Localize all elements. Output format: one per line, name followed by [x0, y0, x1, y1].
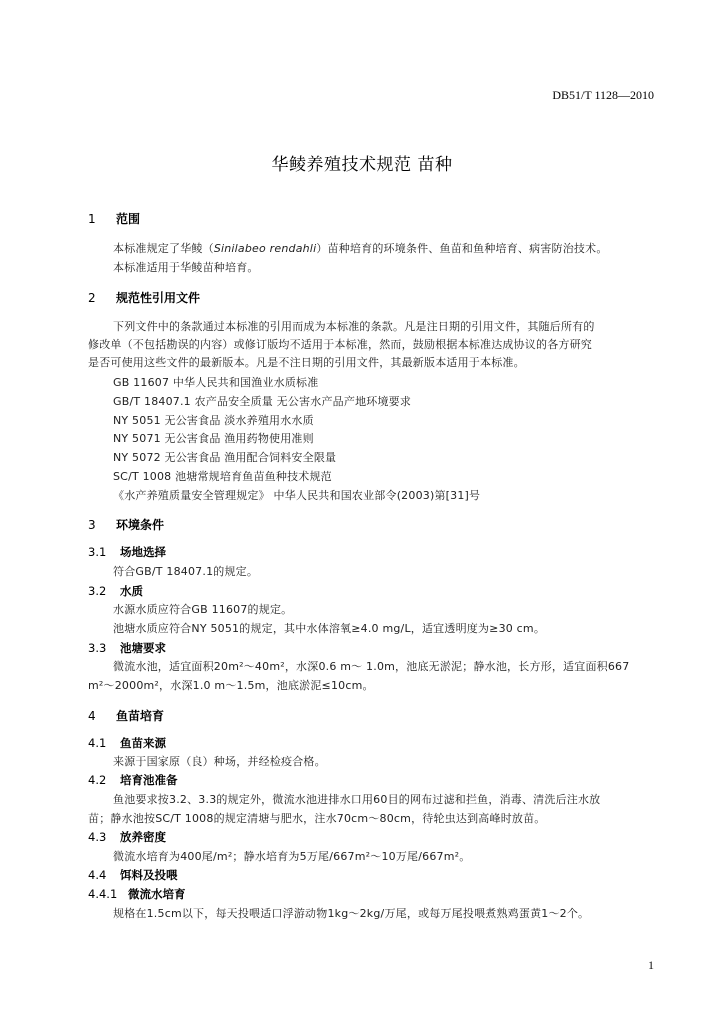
paragraph-line: 苗；静水池按SC/T 1008的规定清塘与肥水，注水70cm～80cm，待轮虫达到高峰时放苗。 [88, 812, 546, 825]
subsection-title: 鱼苗来源 [120, 736, 166, 750]
paragraph [113, 240, 608, 256]
subsection-number: 4.3 [88, 830, 107, 844]
paragraph-line: 是否可使用这些文件的最新版本。凡是不注日期的引用文件，其最新版本适用于本标准。 [88, 356, 525, 369]
section-2-heading [88, 289, 200, 306]
subsection-number: 4.1 [88, 736, 107, 750]
paragraph: 本标准适用于华鲮苗种培育。 [113, 261, 259, 274]
subsection-4-4-1-heading [88, 886, 186, 902]
section-title: 环境条件 [116, 518, 165, 532]
paragraph-line: 下列文件中的条款通过本标准的引用而成为本标准的条款。凡是注日期的引用文件，其随后所有的 [113, 320, 595, 333]
section-number: 2 [88, 291, 96, 305]
section-title: 范围 [116, 212, 141, 226]
section-title: 规范性引用文件 [116, 291, 201, 305]
subsection-title: 场地选择 [120, 545, 166, 559]
subsection-number: 4.2 [88, 773, 107, 787]
paragraph-line: 鱼池要求按3.2、3.3的规定外，微流水池进排水口用60目的网布过滤和拦鱼，消毒、清洗后注水放 [113, 793, 601, 806]
reference-item: GB/T 18407.1 农产品安全质量 无公害水产品产地环境要求 [113, 395, 412, 408]
paragraph: 规格在1.5cm以下，每天投喂适口浮游动物1kg～2kg/万尾，或每万尾投喂煮熟鸡蛋黄1～2个。 [113, 907, 590, 920]
paragraph-line: 微流水池，适宜面积20m²～40m²，水深0.6 m～ 1.0m，池底无淤泥；静水池，长方形，适宜面积667 [113, 660, 630, 673]
paragraph: 来源于国家原（良）种场，并经检疫合格。 [113, 755, 326, 768]
subsection-title: 放养密度 [120, 830, 166, 844]
paragraph-line: 修改单（不包括勘误的内容）或修订版均不适用于本标准，然而，鼓励根据本标准达成协议的各方研究 [88, 338, 592, 351]
section-4-heading [88, 707, 164, 724]
page-number: 1 [648, 958, 654, 972]
paragraph: 符合GB/T 18407.1的规定。 [113, 565, 259, 578]
section-number: 4 [88, 709, 96, 723]
reference-item: SC/T 1008 池塘常规培育鱼苗鱼种技术规范 [113, 470, 332, 483]
subsection-number: 3.1 [88, 545, 107, 559]
paragraph-line: m²～2000m²，水深1.0 m～1.5m，池底淤泥≤10cm。 [88, 679, 374, 692]
subsection-number: 3.3 [88, 641, 107, 655]
subsection-3-1-heading [88, 544, 166, 560]
reference-item: 《水产养殖质量安全管理规定》 中华人民共和国农业部令(2003)第[31]号 [113, 489, 481, 502]
document-code: DB51/T 1128—2010 [552, 88, 654, 102]
reference-item: NY 5051 无公害食品 淡水养殖用水水质 [113, 414, 314, 427]
subsection-4-3-heading [88, 829, 166, 845]
text-run: 本标准规定了华鲮（ [113, 242, 214, 255]
section-3-heading [88, 516, 164, 533]
latin-name: Sinilabeo rendahli [213, 242, 317, 255]
subsection-4-1-heading [88, 735, 166, 751]
reference-item: NY 5071 无公害食品 渔用药物使用准则 [113, 432, 314, 445]
subsection-4-2-heading [88, 772, 178, 788]
subsection-3-2-heading [88, 583, 143, 599]
subsection-number: 3.2 [88, 584, 107, 598]
reference-item: GB 11607 中华人民共和国渔业水质标准 [113, 376, 319, 389]
subsection-title: 水质 [120, 584, 143, 598]
subsection-number: 4.4.1 [88, 887, 118, 901]
reference-item: NY 5072 无公害食品 渔用配合饲料安全限量 [113, 451, 337, 464]
paragraph: 微流水培育为400尾/m²；静水培育为5万尾/667m²～10万尾/667m²。 [113, 850, 471, 863]
page-title: 华鲮养殖技术规范 苗种 [271, 155, 453, 175]
subsection-4-4-heading [88, 867, 178, 883]
subsection-3-3-heading [88, 640, 166, 656]
section-number: 1 [88, 212, 96, 226]
subsection-title: 饵料及投喂 [120, 868, 178, 882]
section-title: 鱼苗培育 [116, 709, 165, 723]
subsection-title: 培育池准备 [120, 773, 178, 787]
section-number: 3 [88, 518, 96, 532]
paragraph: 水源水质应符合GB 11607的规定。 [113, 603, 293, 616]
paragraph: 池塘水质应符合NY 5051的规定，其中水体溶氧≥4.0 mg/L，适宜透明度为≥30 cm。 [113, 622, 546, 635]
subsection-title: 微流水培育 [128, 887, 186, 901]
subsection-title: 池塘要求 [120, 641, 166, 655]
subsection-number: 4.4 [88, 868, 107, 882]
section-1-heading [88, 210, 140, 227]
text-run: ）苗种培育的环境条件、鱼苗和鱼种培育、病害防治技术。 [316, 242, 608, 255]
